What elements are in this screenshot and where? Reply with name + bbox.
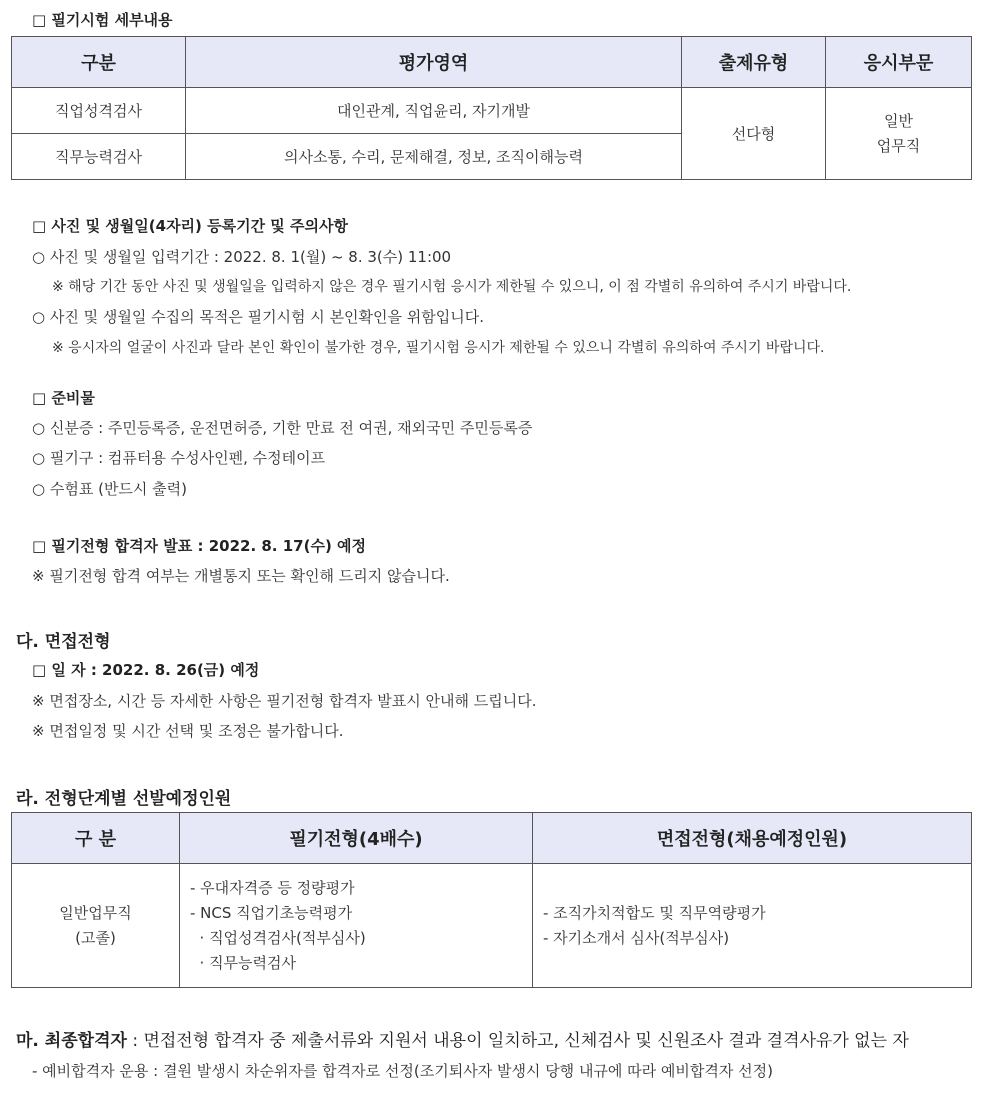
written-exam-heading: □ 필기시험 세부내용 [32, 11, 173, 29]
final-line [16, 1026, 909, 1051]
row-category: 직업성격검사 [12, 88, 186, 134]
interview-note: ※ 면접일정 및 시간 선택 및 조정은 불가합니다. [32, 722, 344, 740]
header-interview: 면접전형(채용예정인원) [533, 813, 972, 864]
category-cell [12, 864, 180, 988]
row-area: 의사소통, 수리, 문제해결, 정보, 조직이해능력 [186, 134, 682, 180]
header-field: 응시부문 [826, 37, 972, 88]
final-sub: - 예비합격자 운용 : 결원 발생시 차순위자를 합격자로 선정(조기퇴사자 발생시 당행 내규에 따라 예비합격자 선정) [32, 1062, 773, 1080]
written-item: · 직무능력검사 [190, 953, 297, 972]
header-written: 필기전형(4배수) [180, 813, 533, 864]
written-item: - 우대자격증 등 정량평가 [190, 878, 355, 897]
category-line-2: (고졸) [75, 928, 116, 947]
header-category: 구 분 [12, 813, 180, 864]
table-header-row [12, 37, 972, 88]
field-line-2: 업무직 [876, 136, 921, 155]
question-type-cell: 선다형 [682, 88, 826, 180]
header-question-type: 출제유형 [682, 37, 826, 88]
written-result-note: ※ 필기전형 합격 여부는 개별통지 또는 확인해 드리지 않습니다. [32, 567, 450, 585]
written-exam-table [11, 36, 972, 180]
row-category: 직무능력검사 [12, 134, 186, 180]
header-category: 구분 [12, 37, 186, 88]
written-result-heading: □ 필기전형 합격자 발표 : 2022. 8. 17(수) 예정 [32, 537, 366, 555]
supplies-item-ticket: ○ 수험표 (반드시 출력) [32, 480, 188, 498]
interview-item: - 자기소개서 심사(적부심사) [543, 928, 730, 947]
selection-table [11, 812, 972, 988]
photo-period-note: ※ 해당 기간 동안 사진 및 생월일을 입력하지 않은 경우 필기시험 응시가 제한될 수 있으니, 이 점 각별히 유의하여 주시기 바랍니다. [52, 279, 852, 295]
row-area: 대인관계, 직업윤리, 자기개발 [186, 88, 682, 134]
interview-cell [533, 864, 972, 988]
photo-section-heading: □ 사진 및 생월일(4자리) 등록기간 및 주의사항 [32, 217, 348, 235]
final-text: : 면접전형 합격자 중 제출서류와 지원서 내용이 일치하고, 신체검사 및 신원조사 결과 결격사유가 없는 자 [126, 1031, 909, 1051]
interview-title: 다. 면접전형 [16, 632, 111, 652]
field-cell [826, 88, 972, 180]
photo-purpose-note: ※ 응시자의 얼굴이 사진과 달라 본인 확인이 불가한 경우, 필기시험 응시가 제한될 수 있으니 각별히 유의하여 주시기 바랍니다. [52, 340, 825, 356]
supplies-heading: □ 준비물 [32, 389, 95, 407]
category-line-1: 일반업무직 [59, 903, 132, 922]
written-item: · 직업성격검사(적부심사) [190, 928, 366, 947]
header-area: 평가영역 [186, 37, 682, 88]
table-row [12, 88, 972, 134]
interview-note: ※ 면접장소, 시간 등 자세한 사항은 필기전형 합격자 발표시 안내해 드립니다. [32, 692, 537, 710]
photo-period: ○ 사진 및 생월일 입력기간 : 2022. 8. 1(월) ~ 8. 3(수) 11:00 [32, 248, 452, 266]
supplies-item-id: ○ 신분증 : 주민등록증, 운전면허증, 기한 만료 전 여권, 재외국민 주민등록증 [32, 419, 533, 437]
final-label: 마. 최종합격자 [16, 1031, 127, 1051]
interview-date: □ 일 자 : 2022. 8. 26(금) 예정 [32, 661, 260, 679]
table-row [12, 864, 972, 988]
supplies-item-pen: ○ 필기구 : 컴퓨터용 수성사인펜, 수정테이프 [32, 449, 326, 467]
interview-item: - 조직가치적합도 및 직무역량평가 [543, 903, 766, 922]
written-cell [180, 864, 533, 988]
photo-purpose: ○ 사진 및 생월일 수집의 목적은 필기시험 시 본인확인을 위함입니다. [32, 308, 485, 326]
selection-title: 라. 전형단계별 선발예정인원 [16, 789, 232, 809]
written-item: - NCS 직업기초능력평가 [190, 903, 353, 922]
field-line-1: 일반 [884, 111, 913, 130]
table-header-row [12, 813, 972, 864]
